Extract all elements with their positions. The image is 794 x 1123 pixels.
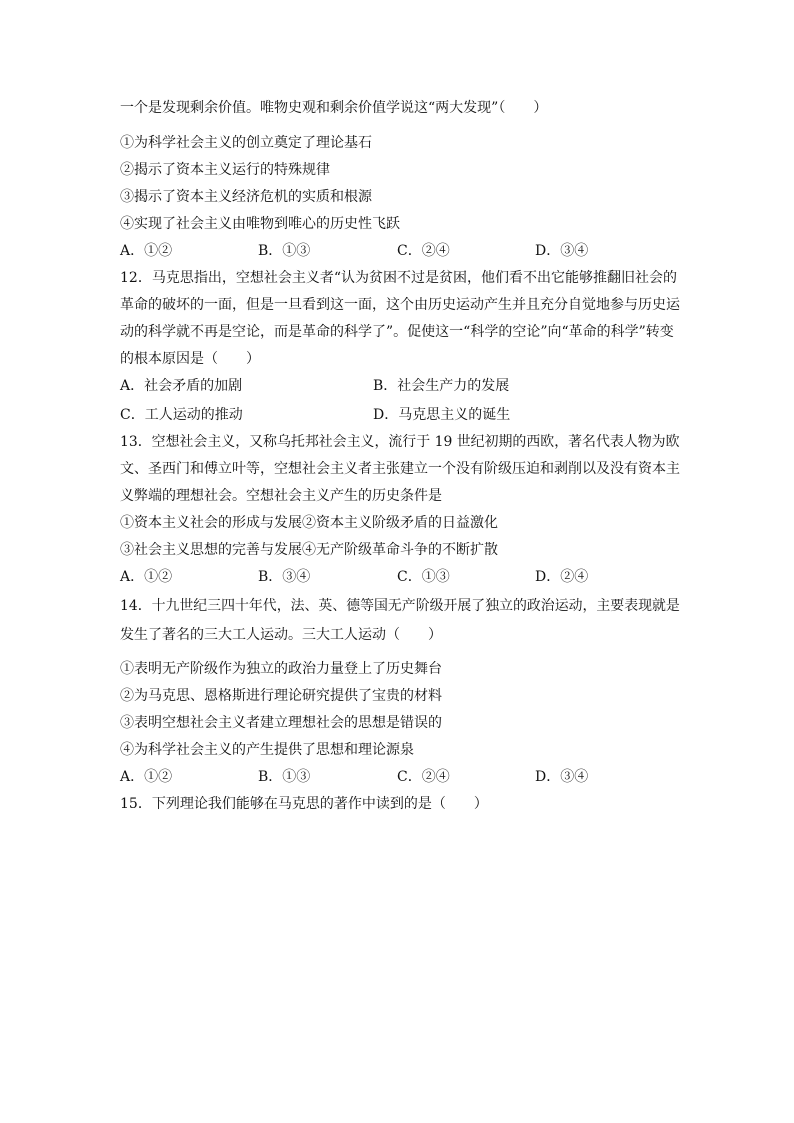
q13-stem-line-2: 文、圣西门和傅立叶等，空想社会主义者主张建立一个没有阶级压迫和剥削以及没有资本主 [120, 461, 680, 477]
q12-stem-line-2: 革命的破坏的一面，但是一旦看到这一面，这个由历史运动产生并且充分自觉地参与历史运 [120, 297, 680, 313]
q11-options [120, 242, 680, 260]
q12-options-row-2 [120, 406, 680, 424]
q11-option-d: D．③④ [535, 243, 589, 259]
q13-item-1: ①资本主义社会的形成与发展②资本主义阶级矛盾的日益激化 [120, 515, 498, 531]
q12-stem-line-4: 的根本原因是（ ） [120, 351, 260, 367]
q15-stem: 15．下列理论我们能够在马克思的著作中读到的是（ ） [120, 796, 488, 812]
q11-stem: 一个是发现剩余价值。唯物史观和剩余价值学说这“两大发现”（ ） [120, 100, 548, 116]
q14-option-a: A．①② [120, 769, 173, 785]
q14-option-c: C．②④ [397, 769, 450, 785]
q11-option-a: A．①② [120, 243, 173, 259]
q14-item-2: ②为马克思、恩格斯进行理论研究提供了宝贵的材料 [120, 688, 442, 704]
q13-option-c: C．①③ [397, 569, 450, 585]
q12-option-a: A．社会矛盾的加剧 [120, 378, 243, 394]
q13-option-d: D．②④ [535, 569, 589, 585]
q13-stem-line-1: 13．空想社会主义，又称乌托邦社会主义，流行于 19 世纪初期的西欧，著名代表人物为欧 [120, 434, 680, 450]
q14-item-4: ④为科学社会主义的产生提供了思想和理论源泉 [120, 742, 414, 758]
q14-stem-line-1: 14．十九世纪三四十年代，法、英、德等国无产阶级开展了独立的政治运动，主要表现就是 [120, 598, 680, 614]
q12-option-d: D．马克思主义的诞生 [373, 407, 511, 423]
q11-item-4: ④实现了社会主义由唯物到唯心的历史性飞跃 [120, 216, 400, 232]
q14-option-d: D．③④ [535, 769, 589, 785]
q11-item-1: ①为科学社会主义的创立奠定了理论基石 [120, 135, 372, 151]
q14-option-b: B．①③ [258, 769, 311, 785]
q13-option-b: B．③④ [258, 569, 311, 585]
q14-stem-line-2: 发生了著名的三大工人运动。三大工人运动（ ） [120, 627, 442, 643]
q14-item-1: ①表明无产阶级作为独立的政治力量登上了历史舞台 [120, 661, 442, 677]
q11-option-c: C．②④ [397, 243, 450, 259]
q11-item-2: ②揭示了资本主义运行的特殊规律 [120, 162, 330, 178]
q12-options-row-1 [120, 377, 680, 395]
q13-item-2: ③社会主义思想的完善与发展④无产阶级革命斗争的不断扩散 [120, 542, 498, 558]
q12-stem-line-3: 动的科学就不再是空论，而是革命的科学了”。促使这一“科学的空论”向“革命的科学”转变 [120, 324, 674, 340]
q13-option-a: A．①② [120, 569, 173, 585]
q11-option-b: B．①③ [258, 243, 311, 259]
q12-option-c: C．工人运动的推动 [120, 407, 243, 423]
q12-stem-line-1: 12．马克思指出，空想社会主义者“认为贫困不过是贫困，他们看不出它能够推翻旧社会的 [120, 270, 677, 286]
q11-item-3: ③揭示了资本主义经济危机的实质和根源 [120, 189, 372, 205]
q13-stem-line-3: 义弊端的理想社会。空想社会主义产生的历史条件是 [120, 488, 442, 504]
q13-options [120, 568, 680, 586]
q14-item-3: ③表明空想社会主义者建立理想社会的思想是错误的 [120, 715, 442, 731]
q12-option-b: B．社会生产力的发展 [373, 378, 510, 394]
q14-options [120, 768, 680, 786]
